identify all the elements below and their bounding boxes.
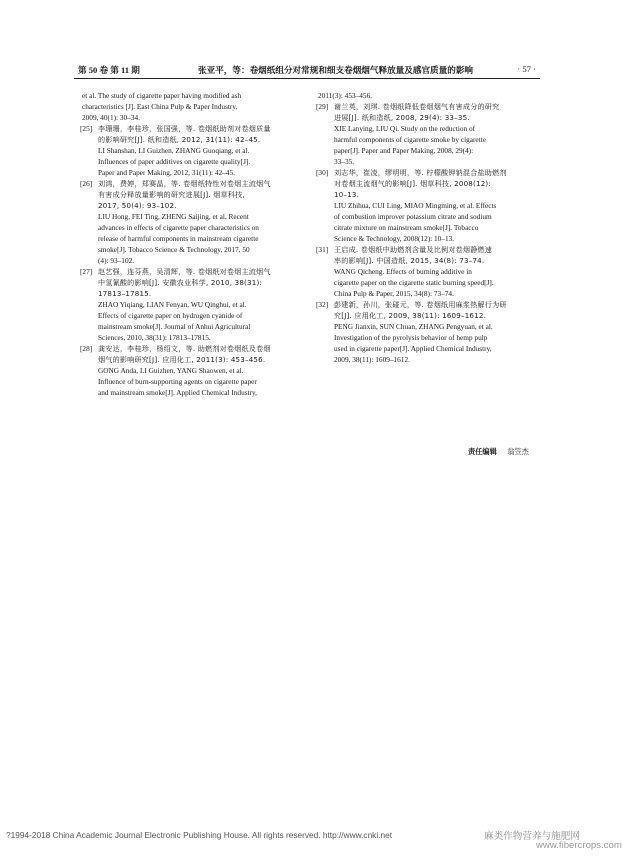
reference-number: [31] xyxy=(316,245,329,254)
reference-en-line: Investigation of the pyrolysis behavior of hemp pulp xyxy=(334,333,488,342)
page-number: · 57 · xyxy=(517,64,536,74)
reference-en-line: WANG Qicheng. Effects of burning additive in xyxy=(334,267,472,276)
reference-continuation-line: et al. The study of cigarette paper having modified ash xyxy=(82,91,242,100)
reference-cn-line: 率的影响[J]. 中国造纸, 2015, 34(8): 73–74. xyxy=(334,256,485,265)
reference-en-line: XIE Lanying, LIU Qi. Study on the reduction of xyxy=(334,124,476,133)
reference-cn-line: 王启成. 卷烟纸中助燃剂含量及比例对卷烟静燃速 xyxy=(334,245,493,254)
reference-cn-line: 中氢氰酸的影响[J]. 安徽农业科学, 2010, 38(31): xyxy=(98,278,263,287)
reference-entry xyxy=(82,266,300,343)
reference-en-line: 33–35. xyxy=(334,157,355,166)
reference-en-line: Influences of paper additives on cigarette quality[J]. xyxy=(98,157,251,166)
reference-number: [26] xyxy=(80,179,93,188)
copyright-line: ?1994-2018 China Academic Journal Electronic Publishing House. All rights reserved. http://www.cnki.net xyxy=(6,830,393,840)
reference-number: [29] xyxy=(316,102,329,111)
reference-cn-line: 刘志华，崔凌，缪明明，等. 柠檬酸钾钠混合盐助燃剂 xyxy=(334,168,507,177)
editor-name: 翁笠杰 xyxy=(507,447,529,456)
reference-number: [25] xyxy=(80,124,93,133)
reference-en-line: Effects of cigarette paper on hydrogen cyanide of xyxy=(98,311,243,320)
reference-continuation-line: 2011(3): 453–456. xyxy=(318,91,373,100)
reference-cn-line: 龚安达，李桂珍，杨绍文，等. 助燃剂对卷烟纸及卷烟 xyxy=(98,344,271,353)
right-column xyxy=(318,90,536,365)
reference-en-line: advances in effects of cigarette paper characteristics on xyxy=(98,223,259,232)
reference-entry xyxy=(318,167,536,244)
reference-cn-line: 谢兰英，刘琪. 卷烟纸降低卷烟烟气有害成分的研究 xyxy=(334,102,500,111)
reference-cn-line: 刘鸿，费婷，郑赛晶，等. 卷烟纸特性对卷烟主流烟气 xyxy=(98,179,271,188)
reference-en-line: LIU Hong, FEI Ting, ZHENG Saijing, et al. Recent xyxy=(98,212,249,221)
reference-en-line: ZHAO Yiqiang, LIAN Fenyan, WU Qinghui, et al. xyxy=(98,300,247,309)
volume-issue: 第 50 卷 第 11 期 xyxy=(78,65,140,75)
reference-cn-line: 李珊珊，李桂珍，张国强，等. 卷烟纸助剂对卷烟质量 xyxy=(98,124,271,133)
reference-en-line: cigarette paper on the cigarette static burning speed[J]. xyxy=(334,278,494,287)
reference-en-line: PENG Jianxin, SUN Chuan, ZHANG Pengyuan, et al. xyxy=(334,322,493,331)
reference-cn-line: 彭建新，孙川，张碰元，等. 卷烟纸用麻浆热解行为研 xyxy=(334,300,507,309)
reference-en-line: Influence of burn-supporting agents on cigarette paper xyxy=(98,377,257,386)
header-rule xyxy=(74,78,540,79)
running-title: 张亚平，等：卷烟纸组分对常规和细支卷烟烟气释放量及感官质量的影响 xyxy=(198,65,474,75)
reference-entry xyxy=(318,244,536,299)
reference-cn-line: 17813–17815. xyxy=(98,289,152,298)
reference-en-line: paper[J]. Paper and Paper Making, 2008, 29(4): xyxy=(334,146,474,155)
reference-cn-line: 进展[J]. 纸和造纸, 2008, 29(4): 33–35. xyxy=(334,113,470,122)
reference-en-line: (4): 93–102. xyxy=(98,256,135,265)
reference-en-line: used in cigarette paper[J]. Applied Chemical Industry, xyxy=(334,344,492,353)
editor-label: 责任编辑 xyxy=(468,447,497,456)
reference-cn-line: 10–13. xyxy=(334,190,360,199)
reference-en-line: citrate mixture on mainstream smoke[J]. Tobacco xyxy=(334,223,479,232)
left-column xyxy=(82,90,300,398)
reference-entry xyxy=(318,101,536,167)
reference-continuation-line: 2009, 40(1): 30–34. xyxy=(82,113,140,122)
reference-en-line: of combustion improver potassium citrate and sodium xyxy=(334,212,492,221)
reference-cn-line: 对卷烟主流烟气的影响[J]. 烟草科技, 2008(12): xyxy=(334,179,491,188)
reference-en-line: Sciences, 2010, 38(31): 17813–17815. xyxy=(98,333,211,342)
watermark-url: www.fibercrops.com xyxy=(536,840,622,851)
reference-entry xyxy=(82,343,300,398)
reference-cn-line: 有害成分释放量影响的研究进展[J]. 烟草科技, xyxy=(98,190,245,199)
reference-en-line: 2009, 38(11): 1609–1612. xyxy=(334,355,410,364)
reference-cn-line: 究[J]. 应用化工, 2009, 38(11): 1609–1612. xyxy=(334,311,487,320)
reference-number: [30] xyxy=(316,168,329,177)
reference-continuation-line: characteristics [J]. East China Pulp & Paper Industry, xyxy=(82,102,238,111)
page-footer xyxy=(6,830,622,851)
reference-en-line: and mainstream smoke[J]. Applied Chemical Industry, xyxy=(98,388,258,397)
reference-en-line: LI Shanshan, LI Guizhen, ZHANG Guoqiang, et al. xyxy=(98,146,250,155)
reference-entry xyxy=(82,123,300,178)
reference-en-line: mainstream smoke[J]. Journal of Anhui Agricultural xyxy=(98,322,251,331)
reference-number: [32] xyxy=(316,300,329,309)
reference-en-line: LIU Zhihua, CUI Ling, MIAO Mingming, et al. Effects xyxy=(334,201,497,210)
watermark-text: 麻类作物营养与施肥网 xyxy=(484,831,580,842)
reference-en-line: release of harmful components in mainstream cigarette xyxy=(98,234,259,243)
reference-en-line: Paper and Paper Making, 2012, 31(11): 42–45. xyxy=(98,168,235,177)
reference-entry xyxy=(318,299,536,365)
reference-number: [28] xyxy=(80,344,93,353)
reference-en-line: Science & Technology, 2008(12): 10–13. xyxy=(334,234,455,243)
responsible-editor xyxy=(468,447,529,457)
reference-cn-line: 的影响研究[J]. 纸和造纸, 2012, 31(11): 42–45. xyxy=(98,135,261,144)
reference-en-line: GONG Anda, LI Guizhen, YANG Shaowen, et al. xyxy=(98,366,244,375)
reference-number: [27] xyxy=(80,267,93,276)
reference-en-line: smoke[J]. Tobacco Science & Technology, 2017, 50 xyxy=(98,245,250,254)
reference-en-line: China Pulp & Paper, 2015, 34(8): 73–74. xyxy=(334,289,454,298)
reference-cn-line: 烟气的影响研究[J]. 应用化工, 2011(3): 453–456. xyxy=(98,355,266,364)
reference-entry xyxy=(82,178,300,266)
reference-cn-line: 赵艺强，连芬燕，吴清辉，等. 卷烟纸对卷烟主流烟气 xyxy=(98,267,271,276)
reference-cn-line: 2017, 50(4): 93–102. xyxy=(98,201,177,210)
reference-en-line: harmful components of cigarette smoke by cigarette xyxy=(334,135,486,144)
